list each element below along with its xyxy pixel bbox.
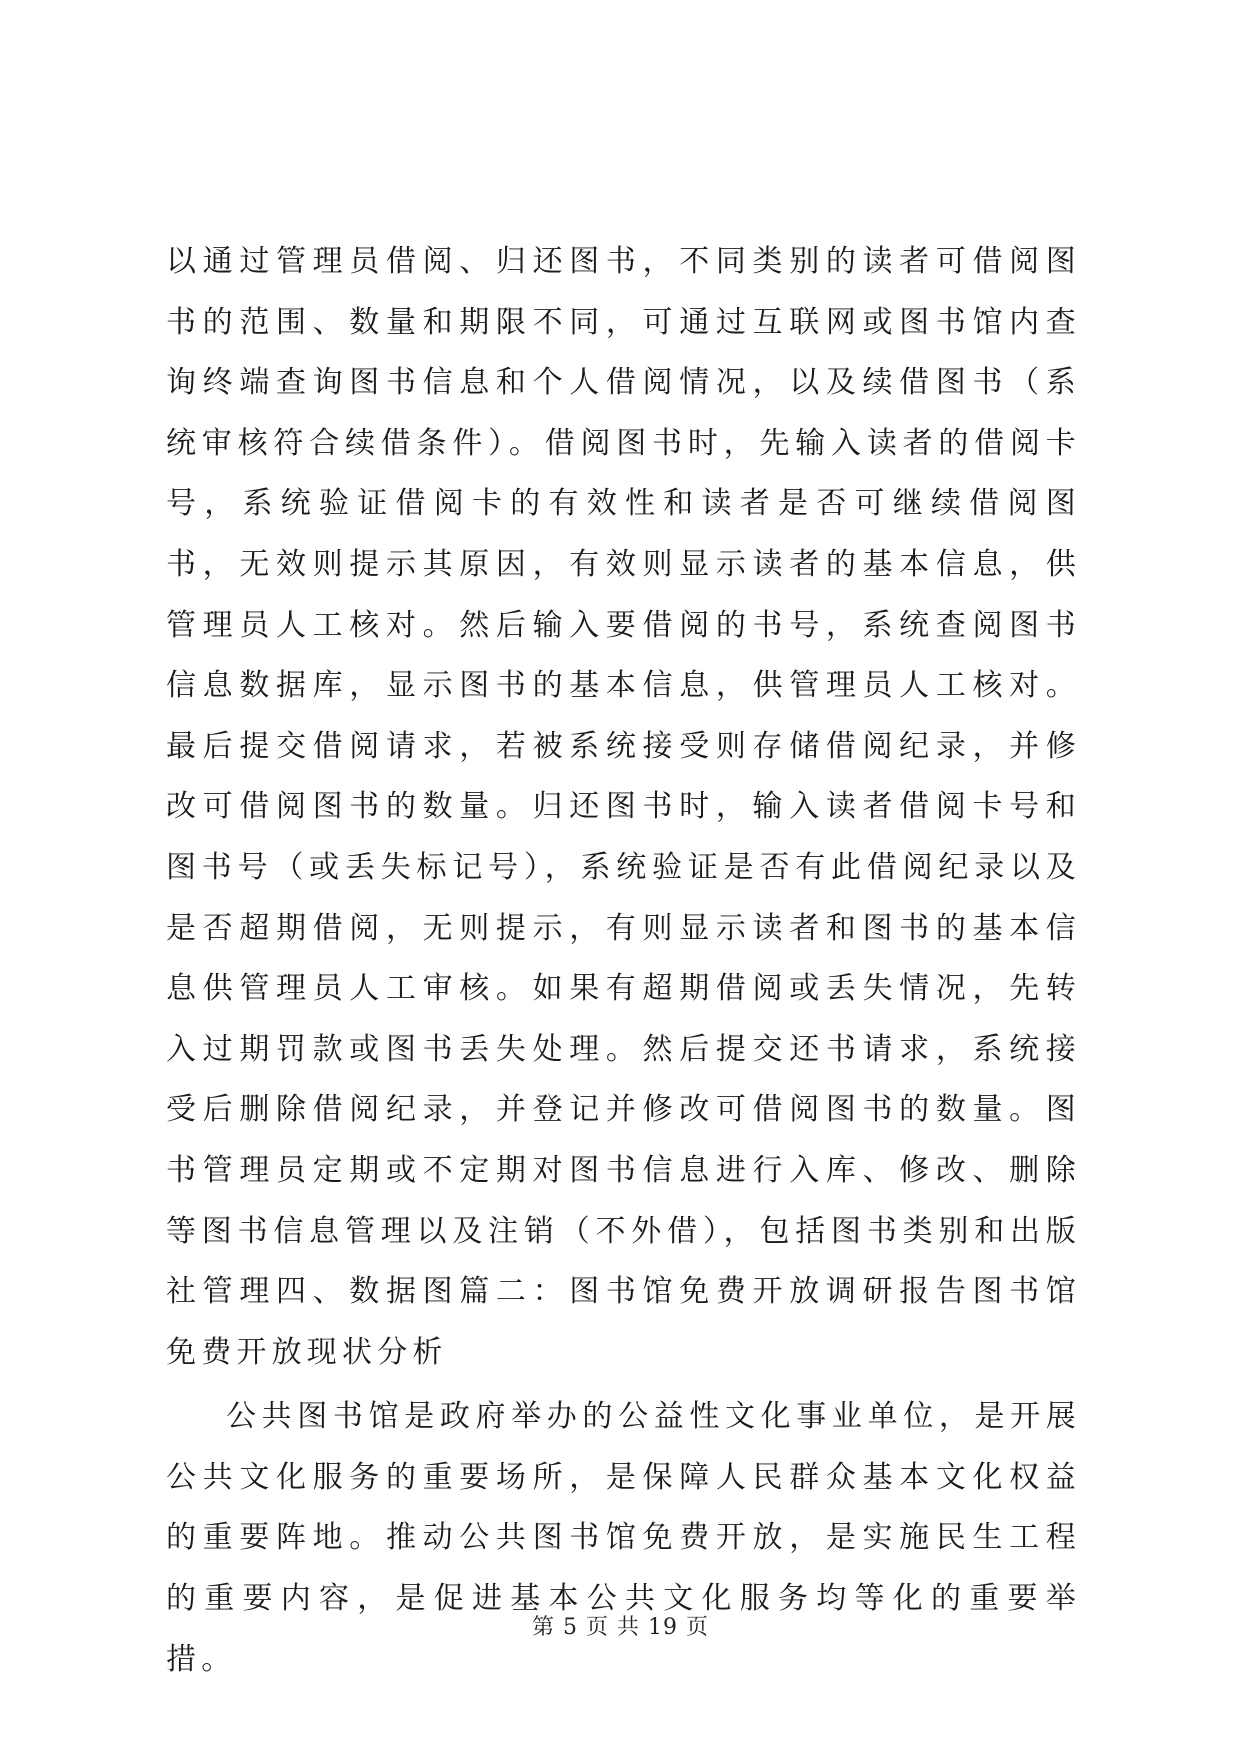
document-body (166, 232, 1081, 1690)
page-number-footer: 第 5 页 共 19 页 (532, 1615, 709, 1640)
body-paragraph-public-library: 公共图书馆是政府举办的公益性文化事业单位，是开展公共文化服务的重要场所，是保障人民群众基本文化权益的重要阵地。推动公共图书馆免费开放，是实施民生工程的重要内容，是促进基本公共文化服务均等化的重要举措。 (166, 1399, 1081, 1677)
body-paragraph-continued: 以通过管理员借阅、归还图书，不同类别的读者可借阅图书的范围、数量和期限不同，可通过互联网或图书馆内查询终端查询图书信息和个人借阅情况，以及续借图书（系统审核符合续借条件）。借阅图书时，先输入读者的借阅卡号，系统验证借阅卡的有效性和读者是否可继续借阅图书，无效则提示其原因，有效则显示读者的基本信息，供管理员人工核对。然后输入要借阅的书号，系统查阅图书信息数据库，显示图书的基本信息，供管理员人工核对。最后提交借阅请求，若被系统接受则存储借阅纪录，并修改可借阅图书的数量。归还图书时，输入读者借阅卡号和图书号（或丢失标记号），系统验证是否有此借阅纪录以及是否超期借阅，无则提示，有则显示读者和图书的基本信息供管理员人工审核。如果有超期借阅或丢失情况，先转入过期罚款或图书丢失处理。然后提交还书请求，系统接受后删除借阅纪录，并登记并修改可借阅图书的数量。图书管理员定期或不定期对图书信息进行入库、修改、删除等图书信息管理以及注销（不外借），包括图书类别和出版社管理四、数据图篇二：图书馆免费开放调研报告图书馆免费开放现状分析 (166, 244, 1081, 1370)
